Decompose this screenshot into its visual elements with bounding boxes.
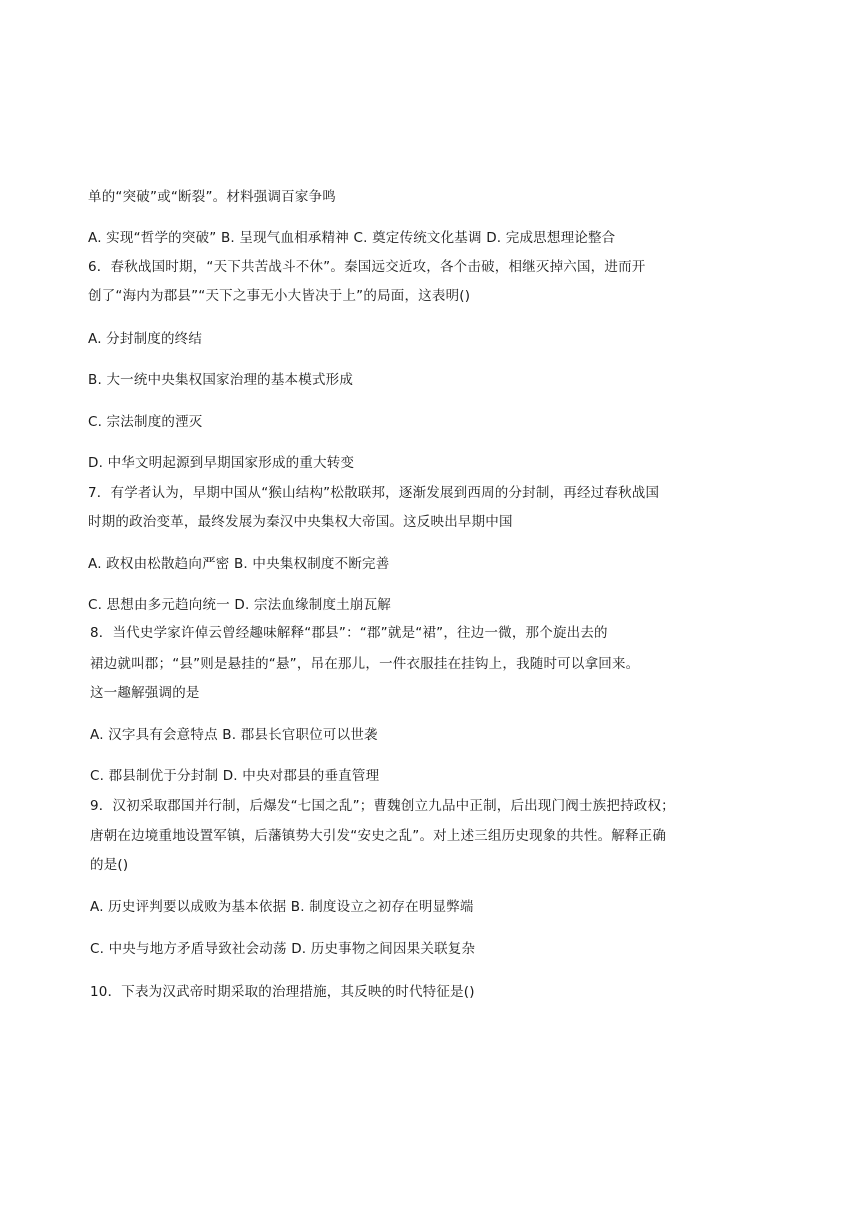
question-8-continued: 裙边就叫郡；“县”则是悬挂的“悬”，吊在那儿，一件衣服挂在挂钩上，我随时可以拿回来。 — [90, 656, 640, 672]
question-6-continued: 创了“海内为郡县”“天下之事无小大皆决于上”的局面，这表明() — [88, 288, 471, 304]
question-7: 7．有学者认为，早期中国从“猴山结构”松散联邦，逐渐发展到西周的分封制，再经过春秋战国 — [88, 485, 660, 501]
question-9-continued: 唐朝在边境重地设置军镇，后藩镇势大引发“安史之乱”。对上述三组历史现象的共性。解释正确 — [90, 828, 667, 844]
question-7-continued: 时期的政治变革，最终发展为秦汉中央集权大帝国。这反映出早期中国 — [88, 514, 513, 530]
option-line: C. 中央与地方矛盾导致社会动荡 D. 历史事物之间因果关联复杂 — [90, 941, 476, 957]
question-10: 10．下表为汉武帝时期采取的治理措施，其反映的时代特征是() — [90, 984, 475, 1000]
question-9-continued: 的是() — [90, 857, 129, 873]
text-line: 单的“突破”或“断裂”。材料强调百家争鸣 — [88, 189, 336, 205]
question-8: 8．当代史学家许倬云曾经趣味解释“郡县”：“郡”就是“裙”，往边一微，那个旋出去的 — [90, 625, 608, 641]
option-line: A. 分封制度的终结 — [88, 331, 203, 347]
question-9: 9．汉初采取郡国并行制，后爆发“七国之乱”；曹魏创立九品中正制，后出现门阀士族把持政权； — [90, 798, 675, 814]
option-line: A. 汉字具有会意特点 B. 郡县长官职位可以世袭 — [90, 727, 378, 743]
question-6: 6．春秋战国时期，“天下共苦战斗不休”。秦国远交近攻，各个击破，相继灭掉六国，进而开 — [88, 259, 646, 275]
option-line: A. 实现“哲学的突破” B. 呈现气血相承精神 C. 奠定传统文化基调 D. 完成思想理论整合 — [88, 230, 616, 246]
question-8-continued: 这一趣解强调的是 — [90, 685, 200, 701]
option-line: B. 大一统中央集权国家治理的基本模式形成 — [88, 372, 354, 388]
option-line: C. 郡县制优于分封制 D. 中央对郡县的垂直管理 — [90, 768, 380, 784]
option-line: C. 思想由多元趋向统一 D. 宗法血缘制度土崩瓦解 — [88, 597, 391, 613]
option-line: A. 历史评判要以成败为基本依据 B. 制度设立之初存在明显弊端 — [90, 899, 474, 915]
option-line: D. 中华文明起源到早期国家形成的重大转变 — [88, 455, 355, 471]
option-line: C. 宗法制度的湮灭 — [88, 414, 203, 430]
option-line: A. 政权由松散趋向严密 B. 中央集权制度不断完善 — [88, 556, 390, 572]
